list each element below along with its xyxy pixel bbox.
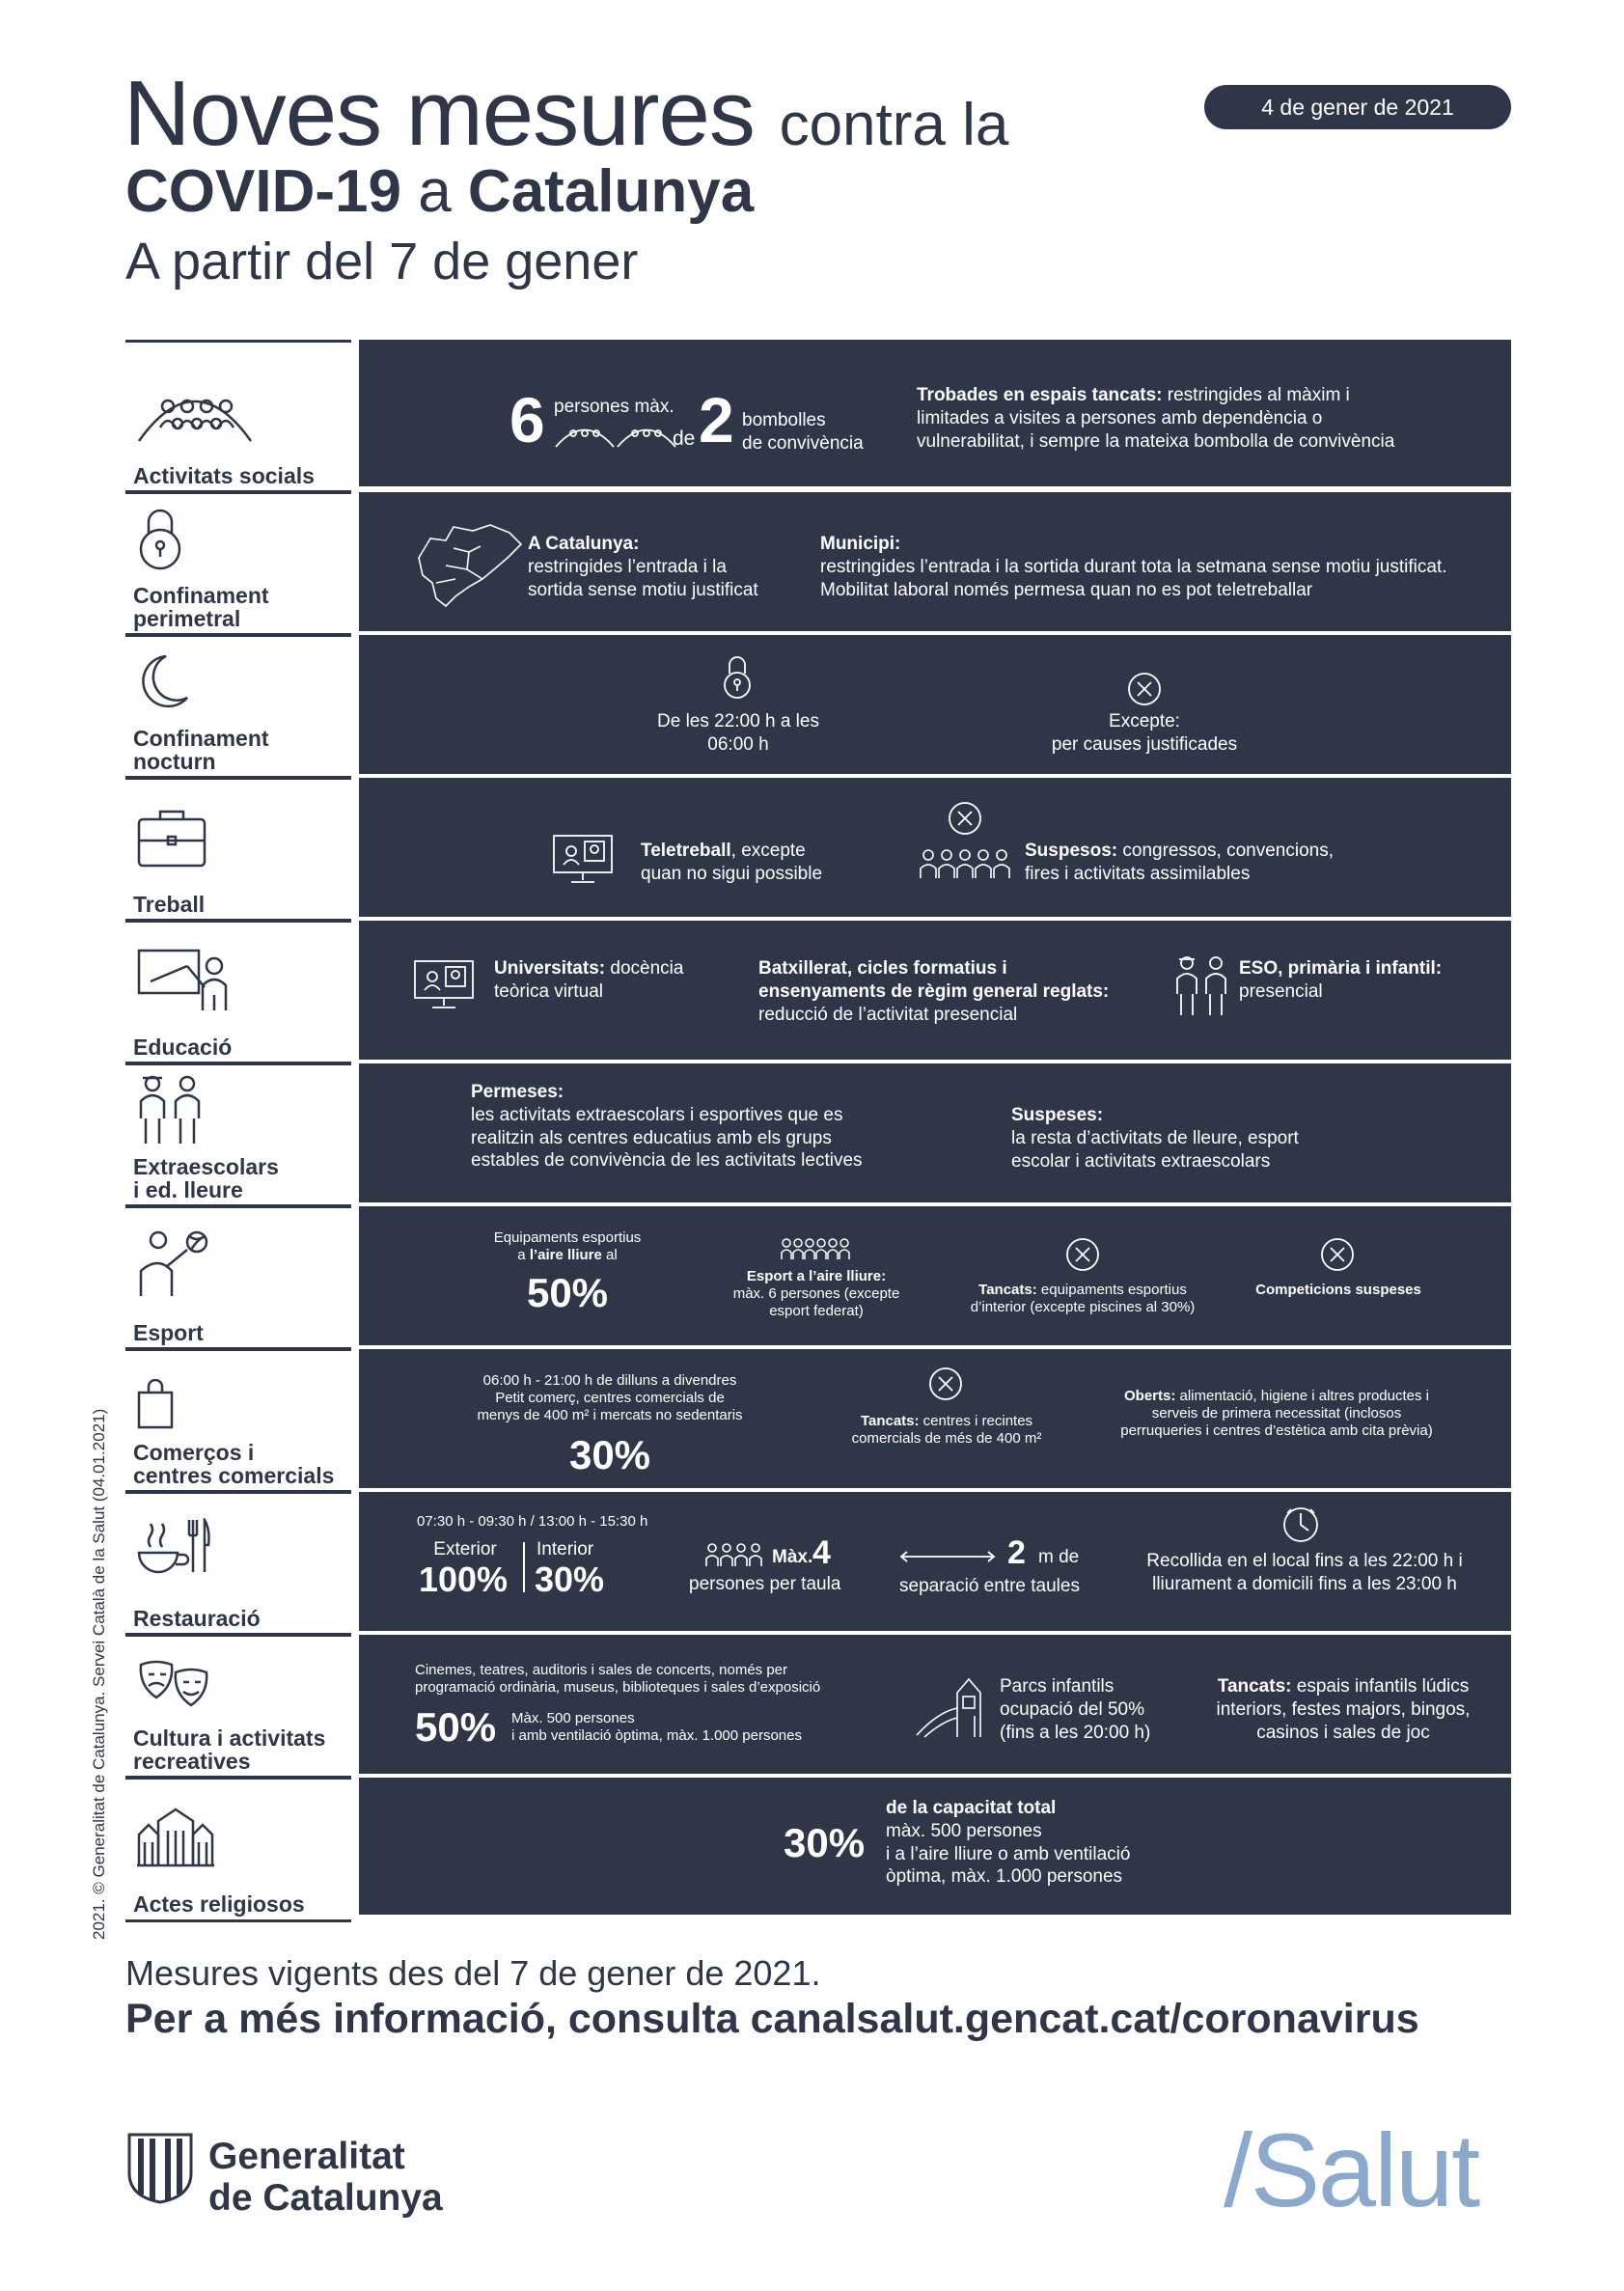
esport-pct: 50% (526, 1270, 609, 1315)
esport-competicions: Competicions suspeses (1255, 1282, 1421, 1298)
briefcase-icon (137, 808, 206, 868)
church-icon (135, 1808, 216, 1867)
label-extraescolars (125, 1062, 351, 1205)
close-icon (1320, 1237, 1355, 1272)
treball-teletreball: Teletreball, excepte quan no sigui possible (641, 841, 823, 884)
band-treball (359, 778, 1511, 917)
cultura-pct: 50% (415, 1704, 497, 1750)
religiosos-pct: 30% (784, 1820, 866, 1865)
generalitat-logo-icon (125, 2131, 195, 2204)
restauracio-max-num: 4 (812, 1534, 831, 1571)
group-people-icon (135, 381, 255, 443)
cultura-parcs: Parcs infantils ocupació del 50% (fins a les 20:00 h) (1000, 1676, 1151, 1743)
restauracio-max-label: Màx. (772, 1547, 813, 1567)
label-text: Extraescolars i ed. lleure (133, 1153, 279, 1202)
label-text: Educació (133, 1034, 233, 1060)
label-text: Confinament nocturn (133, 725, 269, 774)
comerc-pct: 30% (568, 1432, 651, 1477)
lleure-suspeses: Suspeses: la resta d’activitats de lleure, esport escolar i activitats extraescolars (1011, 1105, 1299, 1172)
label-text: Restauració (133, 1605, 261, 1631)
label-text: Actes religiosos (133, 1891, 305, 1917)
label-text: Comerços i centres comercials (133, 1439, 335, 1488)
lleure-permeses: Permeses: les activitats extraescolars i esportives que es realitzin als centres educatius amb els grups estables de convivència de les activitats lectives (471, 1082, 863, 1172)
restauracio-exterior-label: Exterior (433, 1539, 497, 1560)
band-comercos (359, 1349, 1511, 1488)
footer-note: Mesures vigents des del 7 de gener de 2021. (125, 1953, 821, 1993)
label-actes-religiosos (125, 1776, 351, 1919)
label-text: Esport (133, 1319, 204, 1345)
socials-de: de (673, 428, 696, 450)
label-text: Confinament perimetral (133, 582, 269, 631)
theater-masks-icon (137, 1657, 210, 1711)
band-confinament-perimetral (359, 492, 1511, 631)
clock-icon (1281, 1505, 1320, 1544)
label-cultura (125, 1633, 351, 1777)
children-icon (137, 1072, 206, 1146)
band-activitats-socials (359, 340, 1511, 486)
salut-logo: /Salut (1224, 2112, 1479, 2228)
label-restauracio (125, 1490, 351, 1634)
label-comercos (125, 1347, 351, 1491)
label-text: Cultura i activitats recreatives (133, 1725, 326, 1774)
divider (523, 1542, 525, 1592)
teacher-board-icon (137, 949, 230, 1012)
nocturn-hours: De les 22:00 h a les 06:00 h (657, 711, 819, 755)
perimetral-municipi: Municipi: restringides l’entrada i la sortida durant tota la setmana sense motiu justificat. Mobilitat laboral només permesa quan no es pot teletreballar (820, 534, 1447, 600)
band-esport (359, 1206, 1511, 1345)
footer-more-info: Per a més informació, consulta canalsalut.gencat.cat/coronavirus (125, 1996, 1419, 2042)
label-confinament-perimetral (125, 490, 351, 634)
generalitat-logo-text: Generalitat de Catalunya (208, 2136, 443, 2219)
restauracio-exterior-pct: 100% (418, 1560, 509, 1599)
educacio-universitats: Universitats: docència teòrica virtual (494, 958, 684, 1002)
page-title (124, 62, 1009, 165)
moon-icon (137, 653, 189, 709)
padlock-icon (723, 654, 752, 701)
close-icon (1127, 672, 1162, 706)
educacio-batxillerat: Batxillerat, cicles formatius i ensenyaments de règim general reglats: reducció de l’activitat presencial (758, 958, 1110, 1025)
people-group-icon (780, 1237, 853, 1260)
close-icon (948, 801, 982, 836)
socials-num1-text: persones màx. (554, 397, 674, 417)
religiosos-capacitat: de la capacitat total màx. 500 persones i a l’aire lliure o amb ventilació òptima, màx. 1.000 persones (886, 1798, 1131, 1888)
band-confinament-nocturn (359, 635, 1511, 774)
people-group-icon (919, 847, 1011, 880)
comerc-tancats: Tancats: centres i recintes comercials de més de 400 m² (851, 1413, 1042, 1447)
cultura-tancats: Tancats: espais infantils lúdics interiors, festes majors, bingos, casinos i sales de joc (1216, 1676, 1471, 1743)
restauracio-max-text: persones per taula (689, 1574, 841, 1594)
cutlery-cup-icon (137, 1518, 210, 1574)
video-call-icon (413, 959, 475, 1011)
page-subtitle: A partir del 7 de gener (125, 233, 639, 290)
comerc-oberts: Oberts: alimentació, higiene i altres productes i serveis de primera necessitat (inclosos perruqueries i centres d’estètica amb cita prèvia) (1120, 1388, 1433, 1439)
label-educacio (125, 919, 351, 1063)
copyright-credit: 2021. © Generalitat de Catalunya. Servei Català de la Salut (04.01.2021) (90, 1408, 108, 1940)
restauracio-sep-text: separació entre taules (899, 1576, 1080, 1596)
date-badge: 4 de gener de 2021 (1204, 85, 1511, 129)
esport-aire-lliure: Esport a l’aire lliure: màx. 6 persones (excepte esport federat) (732, 1268, 900, 1319)
label-text: Treball (133, 891, 206, 917)
band-extraescolars (359, 1063, 1511, 1202)
close-icon (1065, 1237, 1100, 1272)
playground-slide-icon (915, 1673, 984, 1739)
catalonia-map-icon (413, 519, 525, 608)
label-confinament-nocturn (125, 633, 351, 777)
cultura-max: Màx. 500 persones i amb ventilació òptima, màx. 1.000 persones (511, 1710, 802, 1744)
restauracio-interior-pct: 30% (535, 1560, 605, 1599)
esport-equipaments: Equipaments esportius a l’aire lliure al (493, 1229, 642, 1263)
title-big: Noves mesures (124, 62, 755, 165)
esport-tancats: Tancats: equipaments esportius d’interior (excepte piscines al 30%) (970, 1282, 1196, 1315)
padlock-icon (137, 507, 183, 570)
close-icon (928, 1366, 963, 1401)
restauracio-sep-num: 2 (1007, 1534, 1026, 1571)
title-small: contra la (779, 92, 1009, 158)
shopping-bag-icon (137, 1379, 176, 1429)
treball-suspesos: Suspesos: congressos, convencions, fires i activitats assimilables (1025, 841, 1334, 884)
title-covid: COVID-19 (125, 158, 401, 225)
band-cultura (359, 1635, 1511, 1774)
band-actes-religiosos (359, 1778, 1511, 1915)
title-catalunya: Catalunya (467, 158, 755, 225)
comerc-hours: 06:00 h - 21:00 h de dilluns a divendres Petit comerç, centres comercials de menys de 400 m² i mercats no sedentaris (477, 1372, 743, 1423)
socials-num2-text: bombolles de convivència (742, 410, 864, 454)
people-group-icon (704, 1542, 764, 1567)
video-call-icon (552, 834, 614, 886)
children-icon (1173, 953, 1231, 1017)
title-a: a (418, 158, 452, 225)
label-esport (125, 1204, 351, 1348)
band-restauracio (359, 1492, 1511, 1631)
label-activitats-socials (125, 340, 351, 491)
perimetral-catalunya: A Catalunya: restringides l’entrada i la sortida sense motiu justificat (528, 534, 758, 600)
label-text: Activitats socials (133, 462, 315, 488)
ball-player-icon (137, 1228, 214, 1298)
restauracio-interior-label: Interior (537, 1539, 594, 1560)
nocturn-except: Excepte: per causes justificades (1051, 711, 1238, 755)
bubbles-icon (554, 419, 677, 448)
restauracio-sep-unit: m de (1038, 1547, 1080, 1567)
restauracio-hours: 07:30 h - 09:30 h / 13:00 h - 15:30 h (417, 1513, 648, 1530)
page-title-line2 (125, 158, 755, 225)
band-educacio (359, 921, 1511, 1060)
double-arrow-icon (899, 1550, 996, 1563)
label-treball (125, 776, 351, 920)
educacio-eso: ESO, primària i infantil: presencial (1239, 958, 1443, 1002)
socials-num2: 2 (699, 384, 734, 455)
cultura-desc: Cinemes, teatres, auditoris i sales de concerts, només per programació ordinària, museus, biblioteques i sales d’exposició (415, 1662, 821, 1696)
socials-info: Trobades en espais tancats: restringides al màxim i limitades a visites a persones amb dependència o vulnerabilitat, i sempre la mateixa bombolla de convivència (917, 385, 1395, 452)
restauracio-recollida: Recollida en el local fins a les 22:00 h i lliurament a domicili fins a les 23:00 h (1146, 1551, 1463, 1594)
socials-num1: 6 (509, 384, 545, 455)
